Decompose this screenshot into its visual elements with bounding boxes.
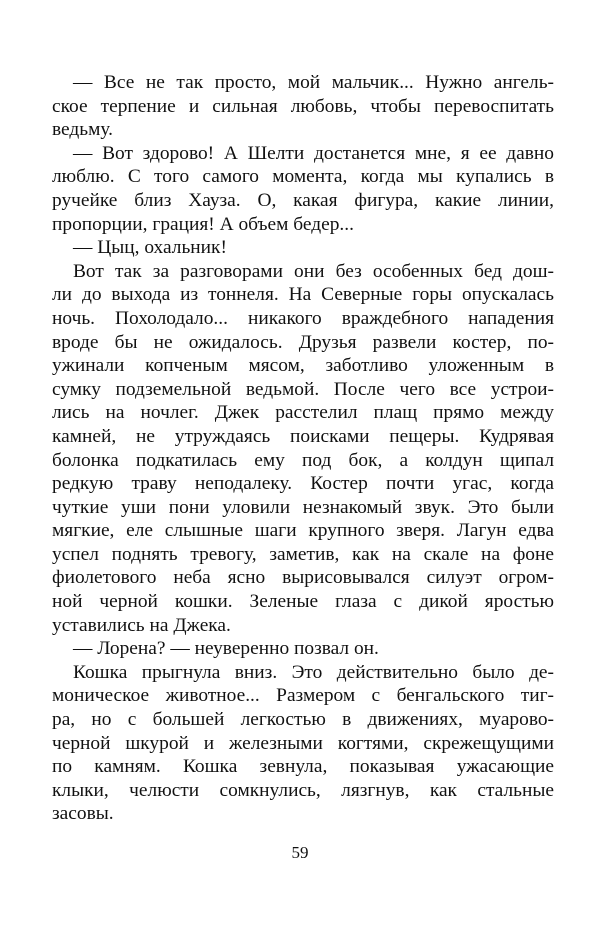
text-line: ведьму. xyxy=(52,119,113,141)
text-line: Вот так за разговорами они без особенных бед дош- xyxy=(73,260,554,282)
text-line: черной шкурой и железными когтями, скрежещущими xyxy=(52,732,554,754)
text-line: ной черной кошки. Зеленые глаза с дикой яростью xyxy=(52,591,554,613)
text-line: ли до выхода из тоннеля. На Северные горы опускалась xyxy=(52,284,554,306)
text-line: болонка подкатилась ему под бок, а колдун щипал xyxy=(52,449,554,471)
text-line: засовы. xyxy=(52,803,114,825)
text-line: ручейке близ Хауза. О, какая фигура, какие линии, xyxy=(52,189,554,211)
text-line: камней, не утруждаясь поисками пещеры. Кудрявая xyxy=(52,425,554,447)
text-line: лись на ночлег. Джек расстелил плащ прямо между xyxy=(52,402,554,424)
text-line: фиолетового неба ясно вырисовывался силуэт огром- xyxy=(52,567,554,589)
text-line: ра, но с большей легкостью в движениях, муарово- xyxy=(52,709,554,731)
text-line: ночь. Похолодало... никакого враждебного нападения xyxy=(52,307,554,329)
body-text xyxy=(52,71,554,826)
page-number: 59 xyxy=(291,843,309,862)
text-line: — Вот здорово! А Шелти достанется мне, я ее давно xyxy=(73,142,554,164)
text-line: сумку подземельной ведьмой. После чего все устрои- xyxy=(52,378,554,400)
text-line: по камням. Кошка зевнула, показывая ужасающие xyxy=(52,756,554,778)
text-line: пропорции, грация! А объем бедер... xyxy=(52,213,354,235)
text-line: ужинали копченым мясом, заботливо уложенным в xyxy=(52,355,554,377)
text-line: — Лорена? — неуверенно позвал он. xyxy=(73,638,379,660)
text-line: вроде бы не ожидалось. Друзья развели костер, по- xyxy=(52,331,554,353)
text-line: мягкие, еле слышные шаги крупного зверя. Лагун едва xyxy=(52,520,554,542)
text-line: моническое животное... Размером с бенгальского тиг- xyxy=(52,685,554,707)
text-line: Кошка прыгнула вниз. Это действительно было де- xyxy=(73,661,554,683)
text-line: уставились на Джека. xyxy=(52,614,231,636)
text-line: успел поднять тревогу, заметив, как на скале на фоне xyxy=(52,543,554,565)
text-line: редкую траву неподалеку. Костер почти угас, когда xyxy=(52,473,554,495)
text-line: люблю. С того самого момента, когда мы купались в xyxy=(52,166,554,188)
text-line: чуткие уши пони уловили незнакомый звук. Это были xyxy=(52,496,554,518)
text-line: клыки, челюсти сомкнулись, лязгнув, как стальные xyxy=(52,779,554,801)
text-line: — Все не так просто, мой мальчик... Нужно ангель- xyxy=(73,72,554,93)
text-line: — Цыц, охальник! xyxy=(73,237,227,259)
text-line: ское терпение и сильная любовь, чтобы перевоспитать xyxy=(52,95,554,117)
